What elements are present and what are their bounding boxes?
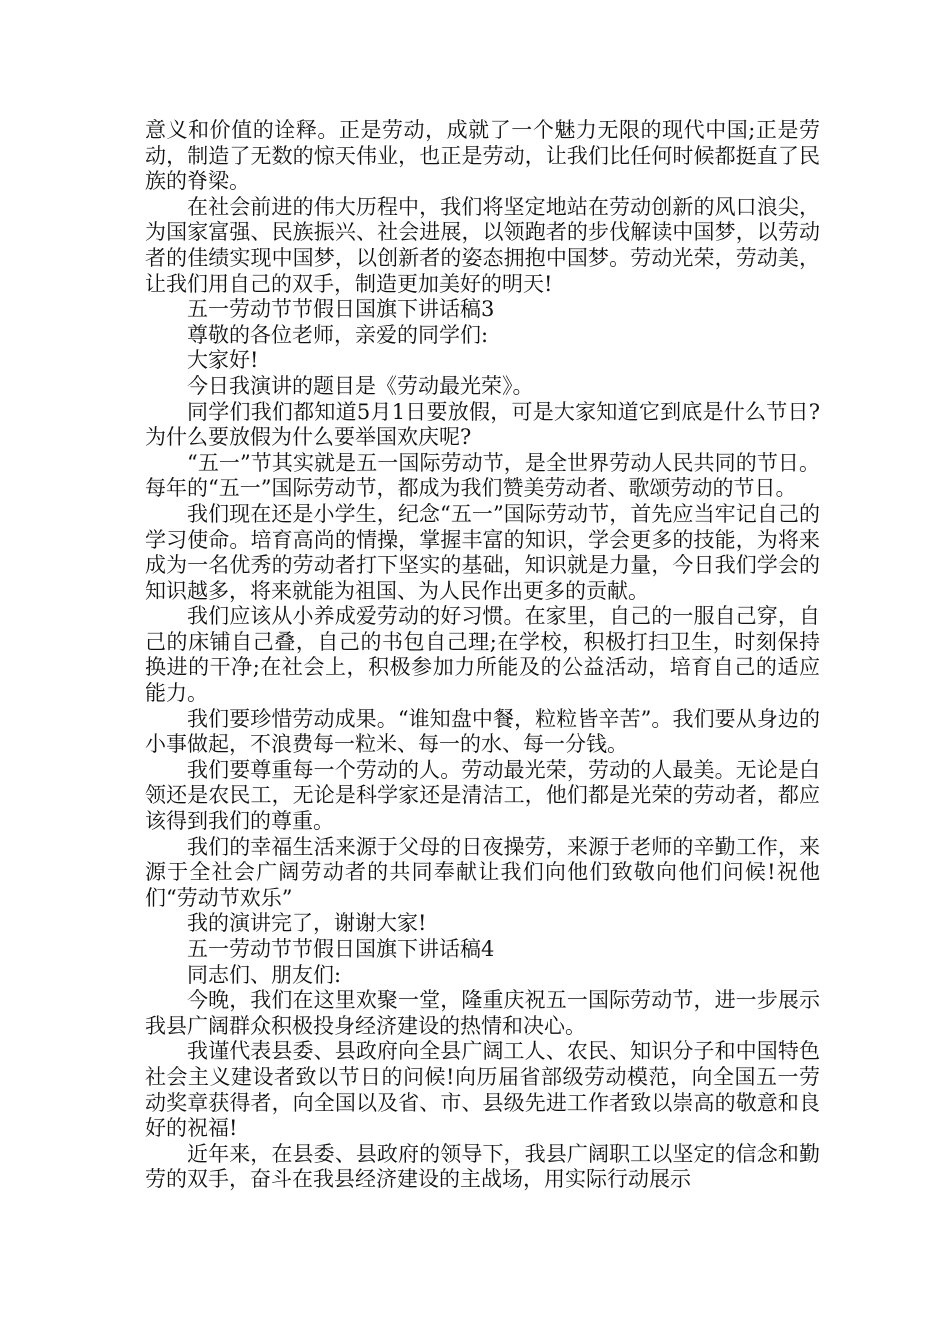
- paragraph: 意义和价值的诠释。正是劳动，成就了一个魅力无限的现代中国;正是劳动，制造了无数的惊天伟业，也正是劳动，让我们比任何时候都挺直了民族的脊梁。: [145, 118, 820, 194]
- section-heading: 五一劳动节节假日国旗下讲话稿3: [187, 297, 495, 322]
- closing-line: 我的演讲完了，谢谢大家!: [187, 911, 427, 936]
- greeting: 大家好!: [187, 348, 259, 373]
- paragraph: 同学们我们都知道5月1日要放假，可是大家知道它到底是什么节日?为什么要放假为什么要举国欢庆呢?: [145, 399, 820, 450]
- salutation: 尊敬的各位老师，亲爱的同学们:: [187, 322, 489, 347]
- paragraph: “五一”节其实就是五一国际劳动节，是全世界劳动人民共同的节日。每年的“五一”国际劳动节，都成为我们赞美劳动者、歌颂劳动的节日。: [145, 450, 820, 501]
- paragraph: 在社会前进的伟大历程中，我们将坚定地站在劳动创新的风口浪尖，为国家富强、民族振兴、社会进展，以领跑者的步伐解读中国梦，以劳动者的佳绩实现中国梦，以创新者的姿态拥抱中国梦。劳动光荣，劳动美，让我们用自己的双手，制造更加美好的明天!: [145, 194, 820, 296]
- paragraph: 我们现在还是小学生，纪念“五一”国际劳动节，首先应当牢记自己的学习使命。培育高尚的情操，掌握丰富的知识，学会更多的技能，为将来成为一名优秀的劳动者打下坚实的基础，知识就是力量，今日我们学会的知识越多，将来就能为祖国、为人民作出更多的贡献。: [145, 501, 820, 603]
- document-page: [145, 118, 820, 1193]
- paragraph: 我们要尊重每一个劳动的人。劳动最光荣，劳动的人最美。无论是白领还是农民工，无论是科学家还是清洁工，他们都是光荣的劳动者，都应该得到我们的尊重。: [145, 757, 820, 834]
- paragraph: 今日我演讲的题目是《劳动最光荣》。: [187, 373, 534, 398]
- paragraph: 我们的幸福生活来源于父母的日夜操劳，来源于老师的辛勤工作，来源于全社会广阔劳动者的共同奉献让我们向他们致敬向他们问候!祝他们“劳动节欢乐”: [145, 834, 820, 910]
- paragraph: 今晚，我们在这里欢聚一堂，隆重庆祝五一国际劳动节，进一步展示我县广阔群众积极投身经济建设的热情和决心。: [145, 988, 820, 1038]
- paragraph: 近年来，在县委、县政府的领导下，我县广阔职工以坚定的信念和勤劳的双手，奋斗在我县经济建设的主战场，用实际行动展示: [145, 1141, 820, 1192]
- paragraph: 我谨代表县委、县政府向全县广阔工人、农民、知识分子和中国特色社会主义建设者致以节日的问候!向历届省部级劳动模范，向全国五一劳动奖章获得者，向全国以及省、市、县级先进工作者致以崇高的敬意和良好的祝福!: [145, 1039, 820, 1141]
- section-heading: 五一劳动节节假日国旗下讲话稿4: [187, 937, 495, 961]
- salutation: 同志们、朋友们:: [187, 962, 342, 987]
- paragraph: 我们要珍惜劳动成果。“谁知盘中餐，粒粒皆辛苦”。我们要从身边的小事做起，不浪费每一粒米、每一的水、每一分钱。: [145, 706, 820, 757]
- paragraph: 我们应该从小养成爱劳动的好习惯。在家里，自己的一服自己穿，自己的床铺自己叠，自己的书包自己理;在学校，积极打扫卫生，时刻保持换进的干净;在社会上，积极参加力所能及的公益活动，培育自己的适应能力。: [145, 604, 820, 706]
